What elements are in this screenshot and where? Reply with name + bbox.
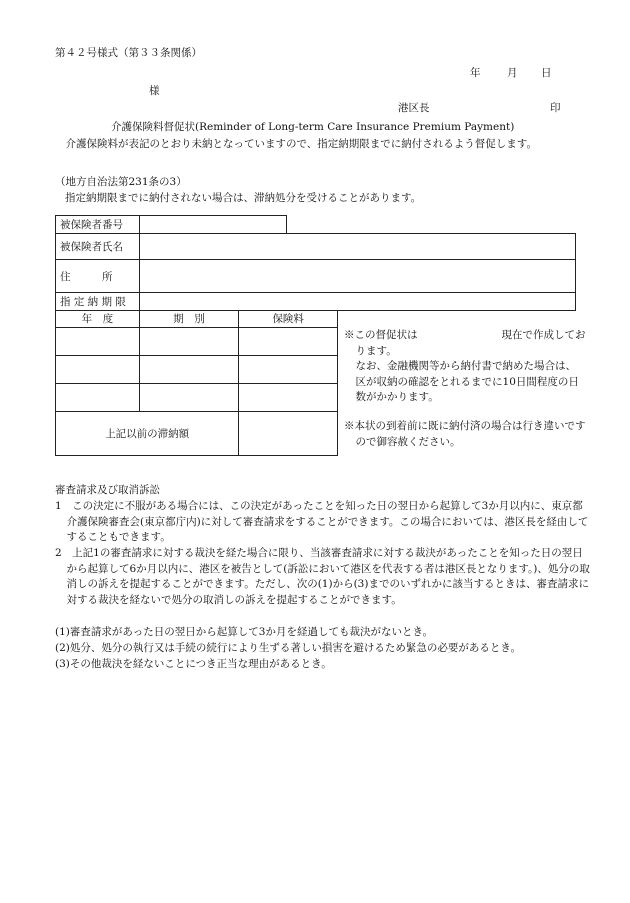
note-already-paid: ※本状の到着前に既に納付済の場合は行き違いですので御容赦ください。	[344, 420, 586, 448]
appeal-condition-2: (2)処分、処分の執行又は手続の続行により生ずる著しい損害を避けるため緊急の必要があるとき。	[55, 642, 521, 654]
law-reference: （地方自治法第231条の3）	[55, 176, 187, 188]
premium-table	[55, 311, 338, 456]
note-bank-payment: なお、金融機関等から納付書で納めた場合は、区が収納の確認をとれるまでに10日間程度の日数がかかります。	[355, 360, 579, 403]
insured-info-table	[55, 215, 576, 311]
insured-number-value	[140, 216, 287, 234]
appeal-heading: 審査請求及び取消訴訟	[55, 484, 160, 496]
address-value	[140, 260, 576, 293]
table-row	[56, 327, 338, 355]
appeal-item-1: 1 この決定に不服がある場合には、この決定があったことを知った日の翌日から起算して3か月以内に、東京都介護保険審査会(東京都庁内)に対して審査請求をすることができます。この場合においては、港区長を経由してすることもできます。	[55, 500, 589, 543]
note-creation-date: ※この督促状は 現在で作成しております。	[344, 329, 586, 357]
col-header-year: 年 度	[56, 311, 140, 327]
appeal-condition-3: (3)その他裁決を経ないことにつき正当な理由があるとき。	[55, 658, 332, 670]
appeal-condition-1: (1)審査請求があった日の翌日から起算して3か月を経過しても裁決がないとき。	[55, 626, 434, 638]
date-month-label: 月	[507, 67, 518, 79]
seal-mark: 印	[550, 102, 561, 114]
due-date-label: 指 定 納 期 限	[56, 293, 140, 311]
date-day-label: 日	[541, 67, 552, 79]
due-date-value	[140, 293, 576, 311]
insured-name-value	[140, 234, 576, 260]
addressee-suffix: 様	[149, 85, 160, 97]
col-header-premium: 保険料	[239, 311, 338, 327]
address-label: 住 所	[56, 260, 140, 293]
form-number: 第４２号様式（第３３条関係）	[55, 47, 202, 59]
appeal-item-2: 2 上記1の審査請求に対する裁決を経た場合に限り、当該審査請求に対する裁決があったことを知った日の翌日から起算して6か月以内に、港区を被告として(訴訟において港区を代表する者は港区長となります。)、処分の取消しの訴えを提起することができます。ただし、次の(1)から(3)までのいずれかに該当するときは、審査請求に対する裁決を経ないで処分の取消しの訴えを提起することができます。	[55, 547, 590, 606]
issuer-name: 港区長	[398, 102, 430, 114]
table-row	[56, 383, 338, 411]
col-header-period: 期 別	[139, 311, 239, 327]
warning-text: 指定納期限までに納付されない場合は、滞納処分を受けることがあります。	[65, 192, 422, 204]
date-year-label: 年	[470, 67, 481, 79]
arrears-value	[239, 411, 338, 455]
document-title: 介護保険料督促状(Reminder of Long-term Care Insurance Premium Payment)	[111, 121, 515, 133]
arrears-label: 上記以前の滞納額	[56, 411, 239, 455]
insured-name-label: 被保険者氏名	[56, 234, 140, 260]
insured-number-label: 被保険者番号	[56, 216, 140, 234]
table-row	[56, 355, 338, 383]
intro-text: 介護保険料が表記のとおり未納となっていますので、指定納期限までに納付されるよう督促します。	[65, 138, 537, 150]
